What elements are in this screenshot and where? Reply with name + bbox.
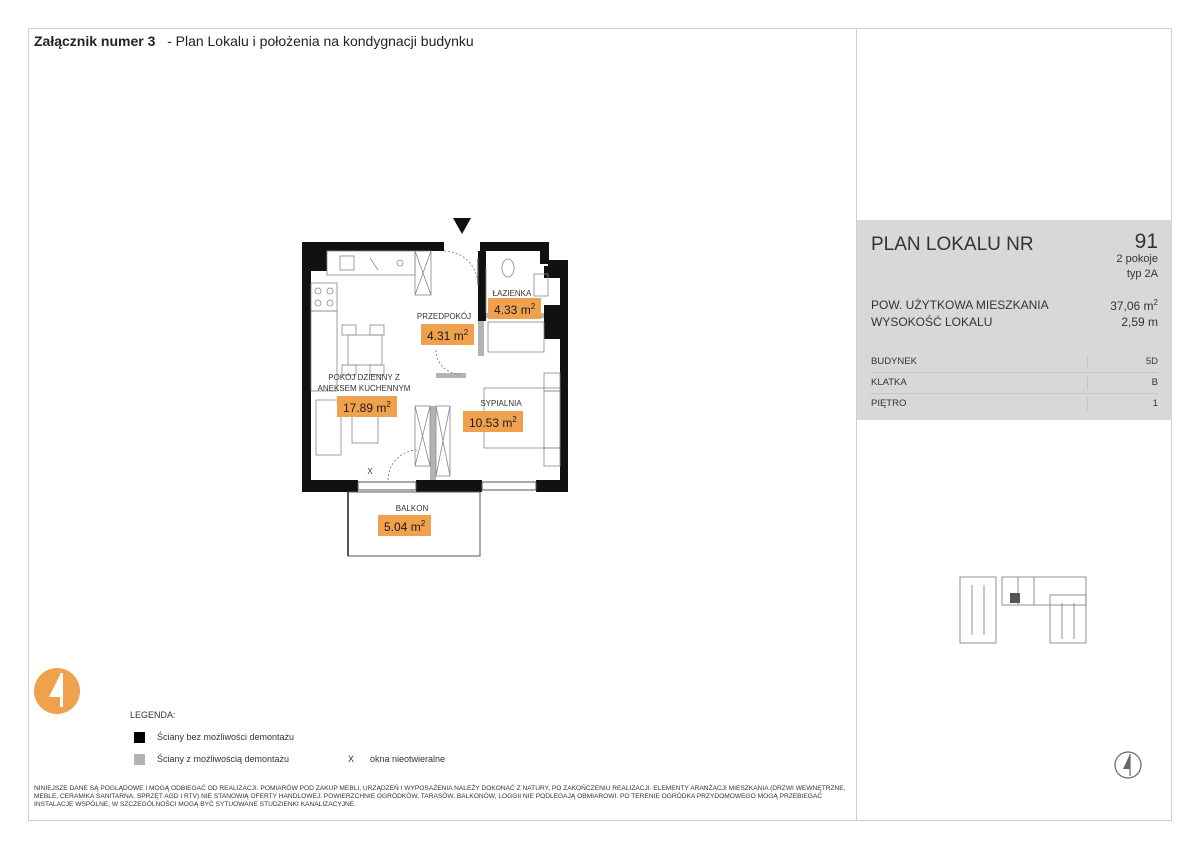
legend-title: LEGENDA:: [130, 710, 176, 720]
rooms-count: 2 pokoje: [1116, 253, 1158, 265]
area-living: 17.89 m: [343, 401, 387, 415]
area-balcony-unit: 2: [420, 519, 426, 528]
apartment-type: typ 2A: [1126, 268, 1158, 280]
area-bedroom-unit: 2: [512, 415, 517, 424]
room-label-bedroom: SYPIALNIA: [480, 399, 522, 408]
compass-small-icon: [1113, 750, 1143, 780]
legend-item-fixed-walls-label: Ściany bez możliwości demontażu: [157, 732, 295, 742]
usable-area-value-wrap: [1110, 298, 1158, 313]
kitchen-furniture: [311, 251, 415, 455]
window-mark: X: [367, 467, 373, 476]
apartment-location-marker: [1010, 593, 1020, 603]
area-tag-hallway: [421, 324, 474, 345]
removable-wall-swatch: [134, 754, 145, 765]
fixed-wall-swatch: [134, 732, 145, 743]
table-row-label: BUDYNEK: [871, 356, 917, 367]
table-row-label: KLATKA: [871, 377, 907, 388]
floor-plan: [290, 210, 580, 570]
room-label-living: [310, 372, 418, 394]
table-row: [871, 352, 1158, 372]
height-value: 2,59 m: [1121, 315, 1158, 329]
apartment-number: 91: [1134, 230, 1158, 253]
area-tag-living: [337, 396, 397, 417]
building-info-table: [871, 352, 1158, 414]
area-hallway-unit: 2: [463, 328, 469, 337]
table-row-label: PIĘTRO: [871, 398, 907, 409]
page-frame: [28, 28, 1172, 821]
building-key-plan: [958, 575, 1093, 645]
usable-area-unit: 2: [1153, 298, 1158, 307]
area-tag-bathroom: [488, 298, 541, 319]
height-row: [871, 315, 1158, 329]
room-label-living-line1: POKÓJ DZIENNY Z: [328, 373, 400, 382]
height-label: WYSOKOŚĆ LOKALU: [871, 315, 993, 329]
table-row-value: B: [1151, 377, 1158, 388]
area-tag-bedroom: [463, 411, 523, 432]
room-label-hallway: PRZEDPOKÓJ: [416, 312, 472, 321]
area-bedroom: 10.53 m: [469, 416, 513, 430]
legend-item-removable-walls: [134, 754, 289, 765]
apartment-info-panel: [857, 220, 1172, 420]
legend-window-mark: X: [348, 754, 355, 764]
area-bathroom-unit: 2: [530, 302, 536, 311]
page-title-rest: - Plan Lokalu i położenia na kondygnacji budynku: [167, 33, 474, 49]
table-row-value: 5D: [1145, 356, 1158, 367]
disclaimer-text: NINIEJSZE DANE SĄ POGLĄDOWE I MOGĄ ODBIEGAĆ OD REALIZACJI. POMIARÓW POD ZAKUP MEBLI, URZĄDZEŃ I WYPOSAŻENIA NALEŻY DOKONAĆ Z NATURY, PO ZAKOŃCZENIU REALIZACJI. ELEMENTY ARANŻACJI MIESZKANIA (DRZWI WEWNĘTRZNE, MEBLE, CERAMIKA SANITARNA, SPRZĘT AGD I RTV) NIE STANOWIĄ OFERTY HANDLOWEJ. POWIERZCHNIE OGRÓDKÓW, TARASÓW, BALKONÓW, LOGGII NIE PODLEGAJĄ OBMIAROWI. PO TERENIE OGRÓDKA PRZYDOMOWEGO MOGĄ PRZEBIEGAĆ INSTALACJE WSPÓLNE, W SZCZEGÓLNOŚCI MOGĄ BYĆ SYTUOWANE STUDZIENKI KANALIZACYJNE.: [34, 785, 846, 808]
usable-area-label: POW. UŻYTKOWA MIESZKANIA: [871, 298, 1049, 312]
page-title: [34, 33, 474, 49]
page-divider: [856, 28, 857, 821]
room-label-bathroom: ŁAZIENKA: [492, 289, 532, 298]
area-living-unit: 2: [386, 400, 391, 409]
table-row-value: 1: [1152, 398, 1158, 409]
area-hallway: 4.31 m: [427, 329, 464, 343]
panel-title: PLAN LOKALU NR: [871, 234, 1034, 255]
usable-area-row: [871, 298, 1158, 312]
area-bathroom: 4.33 m: [494, 303, 531, 317]
table-row: [871, 393, 1158, 414]
usable-area-value: 37,06 m: [1110, 299, 1154, 313]
table-row: [871, 372, 1158, 393]
room-label-balcony: BALKON: [395, 504, 429, 513]
page-title-bold: Załącznik numer 3: [34, 33, 156, 49]
room-label-living-line2: ANEKSEM KUCHENNYM: [317, 384, 411, 393]
compass-icon: [33, 667, 81, 715]
legend-item-fixed-windows-label: okna nieotwieralne: [370, 754, 446, 764]
legend-item-removable-walls-label: Ściany z możliwością demontażu: [157, 754, 290, 764]
legend-item-fixed-walls: [134, 732, 294, 743]
area-tag-balcony: [378, 515, 431, 536]
entrance-arrow-icon: [453, 218, 471, 234]
area-balcony: 5.04 m: [384, 520, 421, 534]
legend-item-fixed-windows: [348, 754, 445, 764]
